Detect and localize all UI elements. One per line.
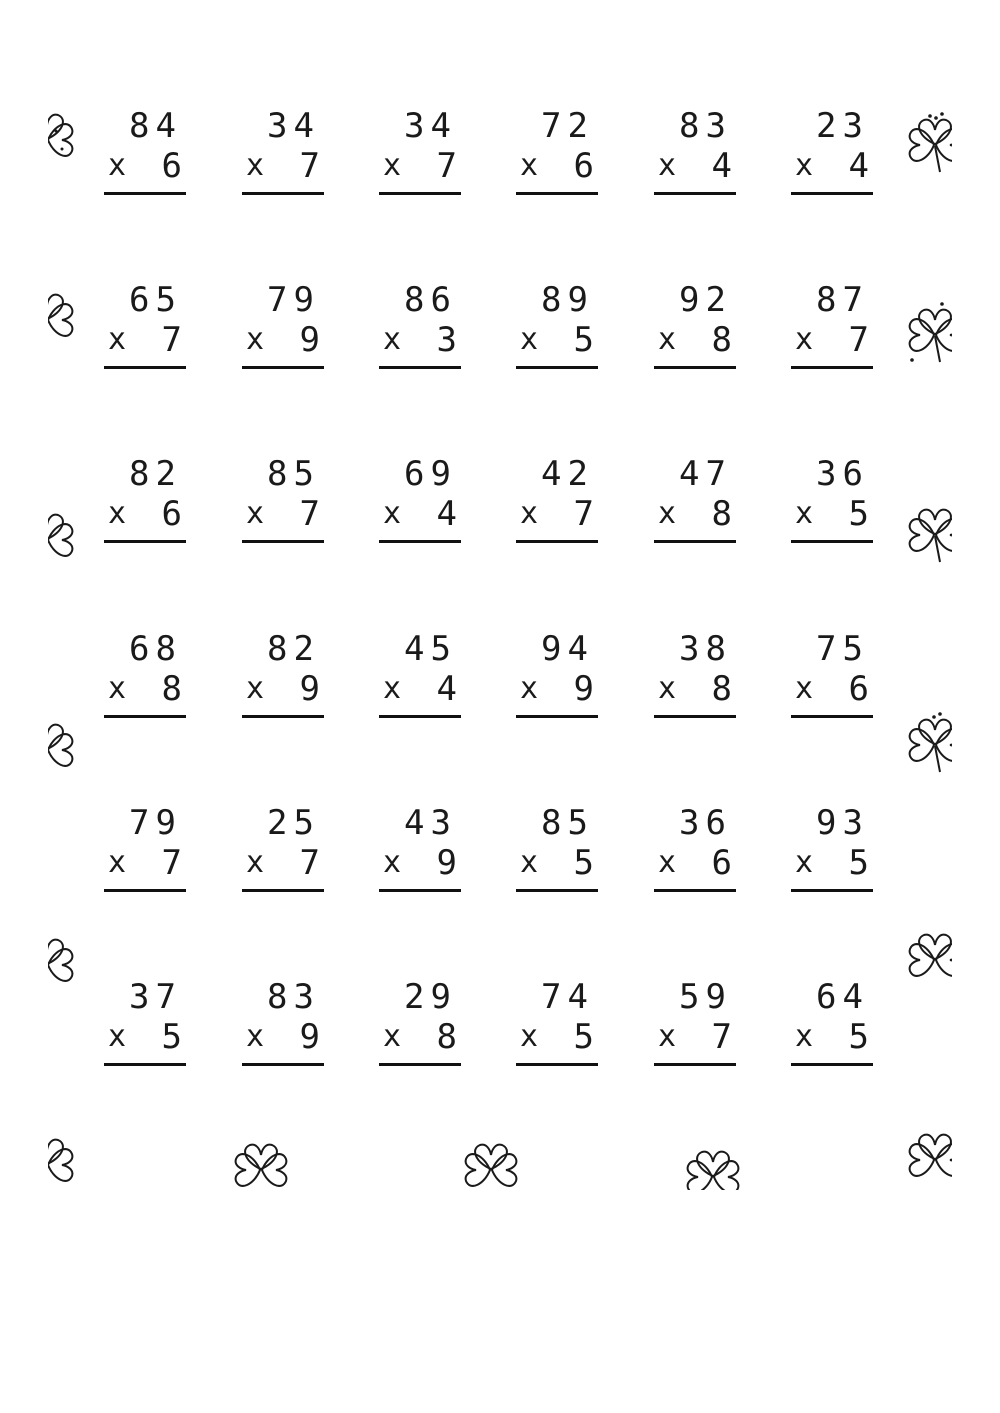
times-sign: x	[108, 322, 127, 357]
multiplicand: 64	[816, 977, 869, 1017]
answer-line	[104, 715, 186, 718]
times-sign: x	[795, 322, 814, 357]
shamrock-heart-icon	[48, 285, 82, 355]
times-sign: x	[795, 671, 814, 706]
multiplicand: 84	[129, 106, 182, 146]
shamrock-heart-icon	[900, 300, 952, 370]
times-sign: x	[246, 845, 265, 880]
answer-line	[516, 889, 598, 892]
answer-line	[791, 192, 873, 195]
multiplicand: 83	[679, 106, 732, 146]
multiplicand: 79	[267, 280, 320, 320]
worksheet	[48, 60, 952, 1190]
answer-line	[654, 366, 736, 369]
multiplicand: 85	[267, 454, 320, 494]
multiplier: 7	[299, 843, 320, 883]
shamrock-heart-icon	[900, 500, 952, 570]
times-sign: x	[383, 148, 402, 183]
times-sign: x	[383, 1019, 402, 1054]
multiplier: 6	[161, 494, 182, 534]
multiplier: 8	[436, 1017, 457, 1057]
multiplier: 9	[573, 669, 594, 709]
answer-line	[104, 192, 186, 195]
answer-line	[516, 366, 598, 369]
multiplier: 9	[299, 1017, 320, 1057]
multiplier: 6	[848, 669, 869, 709]
multiplicand: 93	[816, 803, 869, 843]
answer-line	[379, 715, 461, 718]
multiplier: 5	[848, 1017, 869, 1057]
multiplier: 6	[573, 146, 594, 186]
times-sign: x	[383, 322, 402, 357]
multiplicand: 92	[679, 280, 732, 320]
multiplicand: 29	[404, 977, 457, 1017]
answer-line	[654, 192, 736, 195]
multiplier: 5	[573, 1017, 594, 1057]
shamrock-heart-icon	[456, 1135, 526, 1190]
answer-line	[516, 192, 598, 195]
multiplicand: 74	[541, 977, 594, 1017]
multiplier: 6	[711, 843, 732, 883]
answer-line	[242, 192, 324, 195]
multiplicand: 34	[267, 106, 320, 146]
shamrock-heart-icon	[48, 1130, 82, 1190]
times-sign: x	[108, 845, 127, 880]
answer-line	[379, 889, 461, 892]
multiplicand: 43	[404, 803, 457, 843]
shamrock-heart-icon	[900, 1125, 952, 1190]
multiplier: 5	[161, 1017, 182, 1057]
multiplicand: 94	[541, 629, 594, 669]
multiplicand: 75	[816, 629, 869, 669]
times-sign: x	[520, 322, 539, 357]
multiplicand: 79	[129, 803, 182, 843]
multiplicand: 82	[267, 629, 320, 669]
multiplicand: 36	[816, 454, 869, 494]
multiplier: 7	[711, 1017, 732, 1057]
multiplier: 8	[711, 669, 732, 709]
times-sign: x	[520, 148, 539, 183]
multiplier: 7	[436, 146, 457, 186]
multiplier: 9	[299, 320, 320, 360]
multiplier: 5	[848, 843, 869, 883]
answer-line	[654, 889, 736, 892]
answer-line	[516, 1063, 598, 1066]
answer-line	[791, 366, 873, 369]
answer-line	[654, 715, 736, 718]
times-sign: x	[383, 845, 402, 880]
times-sign: x	[795, 1019, 814, 1054]
times-sign: x	[795, 845, 814, 880]
multiplicand: 89	[541, 280, 594, 320]
multiplier: 7	[299, 146, 320, 186]
multiplier: 6	[161, 146, 182, 186]
answer-line	[516, 715, 598, 718]
times-sign: x	[658, 496, 677, 531]
answer-line	[379, 366, 461, 369]
answer-line	[654, 540, 736, 543]
multiplicand: 36	[679, 803, 732, 843]
answer-line	[516, 540, 598, 543]
answer-line	[791, 715, 873, 718]
shamrock-heart-icon	[900, 710, 952, 780]
multiplicand: 72	[541, 106, 594, 146]
times-sign: x	[246, 322, 265, 357]
times-sign: x	[108, 148, 127, 183]
multiplicand: 23	[816, 106, 869, 146]
multiplier: 7	[161, 320, 182, 360]
multiplier: 7	[848, 320, 869, 360]
shamrock-heart-icon	[900, 110, 952, 180]
shamrock-heart-icon	[48, 105, 82, 175]
multiplier: 4	[848, 146, 869, 186]
shamrock-heart-icon	[48, 715, 82, 785]
multiplier: 7	[299, 494, 320, 534]
shamrock-heart-icon	[48, 930, 82, 1000]
multiplier: 5	[848, 494, 869, 534]
multiplicand: 82	[129, 454, 182, 494]
multiplier: 5	[573, 843, 594, 883]
times-sign: x	[795, 496, 814, 531]
shamrock-heart-icon	[226, 1135, 296, 1190]
multiplicand: 83	[267, 977, 320, 1017]
times-sign: x	[520, 496, 539, 531]
multiplier: 8	[711, 494, 732, 534]
multiplier: 9	[436, 843, 457, 883]
times-sign: x	[520, 845, 539, 880]
multiplicand: 45	[404, 629, 457, 669]
answer-line	[104, 540, 186, 543]
multiplier: 7	[573, 494, 594, 534]
times-sign: x	[520, 671, 539, 706]
times-sign: x	[658, 322, 677, 357]
answer-line	[791, 889, 873, 892]
times-sign: x	[520, 1019, 539, 1054]
multiplicand: 65	[129, 280, 182, 320]
times-sign: x	[658, 671, 677, 706]
answer-line	[379, 540, 461, 543]
multiplicand: 34	[404, 106, 457, 146]
times-sign: x	[658, 1019, 677, 1054]
answer-line	[104, 366, 186, 369]
shamrock-heart-icon	[900, 925, 952, 995]
multiplicand: 38	[679, 629, 732, 669]
multiplier: 4	[711, 146, 732, 186]
multiplicand: 37	[129, 977, 182, 1017]
multiplicand: 87	[816, 280, 869, 320]
shamrock-heart-icon	[48, 505, 82, 575]
multiplier: 3	[436, 320, 457, 360]
answer-line	[104, 889, 186, 892]
answer-line	[242, 1063, 324, 1066]
multiplicand: 42	[541, 454, 594, 494]
multiplier: 8	[711, 320, 732, 360]
multiplicand: 59	[679, 977, 732, 1017]
multiplicand: 68	[129, 629, 182, 669]
times-sign: x	[108, 671, 127, 706]
multiplier: 9	[299, 669, 320, 709]
times-sign: x	[246, 1019, 265, 1054]
answer-line	[242, 366, 324, 369]
multiplier: 4	[436, 494, 457, 534]
multiplier: 8	[161, 669, 182, 709]
answer-line	[242, 889, 324, 892]
times-sign: x	[795, 148, 814, 183]
multiplier: 7	[161, 843, 182, 883]
times-sign: x	[658, 845, 677, 880]
times-sign: x	[108, 1019, 127, 1054]
answer-line	[379, 1063, 461, 1066]
times-sign: x	[246, 671, 265, 706]
answer-line	[242, 715, 324, 718]
answer-line	[791, 540, 873, 543]
answer-line	[104, 1063, 186, 1066]
times-sign: x	[383, 671, 402, 706]
multiplicand: 85	[541, 803, 594, 843]
times-sign: x	[108, 496, 127, 531]
times-sign: x	[246, 148, 265, 183]
times-sign: x	[658, 148, 677, 183]
answer-line	[654, 1063, 736, 1066]
multiplicand: 47	[679, 454, 732, 494]
multiplicand: 86	[404, 280, 457, 320]
times-sign: x	[246, 496, 265, 531]
times-sign: x	[383, 496, 402, 531]
answer-line	[791, 1063, 873, 1066]
multiplicand: 25	[267, 803, 320, 843]
multiplier: 5	[573, 320, 594, 360]
answer-line	[379, 192, 461, 195]
shamrock-heart-icon	[678, 1142, 748, 1190]
multiplicand: 69	[404, 454, 457, 494]
multiplier: 4	[436, 669, 457, 709]
answer-line	[242, 540, 324, 543]
